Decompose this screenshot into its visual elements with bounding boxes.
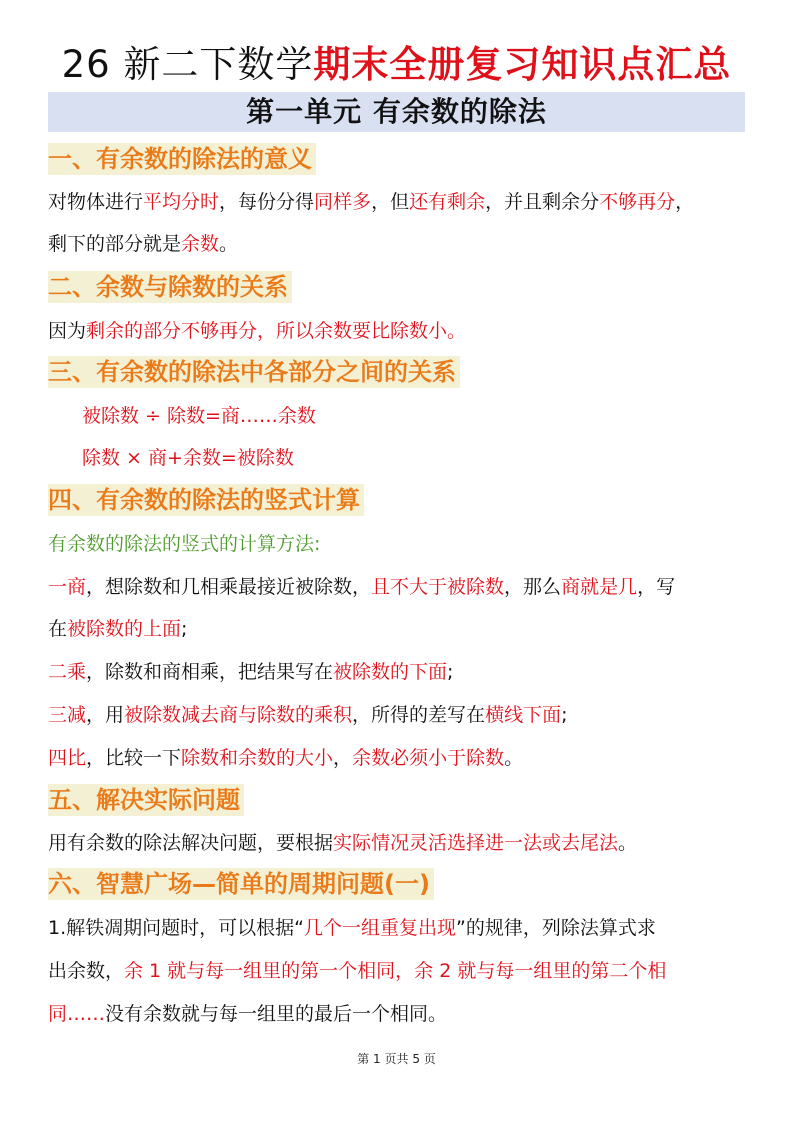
highlight: 实际情况灵活选择进一法或去尾法 xyxy=(333,832,619,854)
text: 因为 xyxy=(48,320,87,342)
highlight: 商就是几 xyxy=(561,576,638,598)
unit-banner: 第一单元 有余数的除法 xyxy=(48,92,745,132)
text: 1.解铁凋期问题时，可以根据“ xyxy=(48,917,304,939)
page-footer: 第 1 页共 5 页 xyxy=(357,1052,436,1066)
highlight: 余数必须小于除数 xyxy=(352,747,505,769)
text: ，写 xyxy=(637,576,676,598)
highlight: 余数 xyxy=(181,233,220,255)
section-2-line-1 xyxy=(48,310,748,352)
highlight: 还有剩余 xyxy=(409,191,486,213)
highlight: 被除数的上面 xyxy=(67,618,182,640)
text: ， xyxy=(333,747,353,769)
text: ，比较一下 xyxy=(86,747,182,769)
text: 剩下的部分就是 xyxy=(48,233,182,255)
highlight: 。 xyxy=(447,320,467,342)
highlight: 横线下面 xyxy=(485,704,562,726)
highlight: 除数和余数的大小 xyxy=(181,747,334,769)
highlight: 同…… xyxy=(48,1003,106,1025)
text: ; xyxy=(447,661,454,683)
highlight: 三减 xyxy=(48,704,87,726)
text: ，用 xyxy=(86,704,125,726)
text: 出余数， xyxy=(48,960,125,982)
highlight: 二乘 xyxy=(48,661,87,683)
text: 。 xyxy=(504,747,524,769)
text: ，除数和商相乘，把结果写在 xyxy=(86,661,334,683)
highlight: 平均分时 xyxy=(143,191,220,213)
highlight: 同样多 xyxy=(314,191,372,213)
text: ， xyxy=(675,191,695,213)
section-heading-4: 四、有余数的除法的竖式计算 xyxy=(48,484,364,516)
section-heading-5: 五、解决实际问题 xyxy=(48,784,244,816)
section-heading-3: 三、有余数的除法中各部分之间的关系 xyxy=(48,356,460,388)
text: 。 xyxy=(219,233,239,255)
text: ，所得的差写在 xyxy=(352,704,486,726)
highlight: 不够再分 xyxy=(599,191,676,213)
formula-1: 被除数 ÷ 除数=商……余数 xyxy=(82,405,316,427)
text: ; xyxy=(181,618,188,640)
text: ，但 xyxy=(371,191,410,213)
step-bi xyxy=(48,737,748,779)
text: 。 xyxy=(618,832,638,854)
text: ，想除数和几相乘最接近被除数， xyxy=(86,576,372,598)
step-jian xyxy=(48,694,748,736)
highlight: 一商 xyxy=(48,576,87,598)
section-6-line-1 xyxy=(48,907,748,949)
section-4-intro: 有余数的除法的竖式的计算方法: xyxy=(48,533,321,555)
text: ，并且剩余分 xyxy=(485,191,600,213)
text: 没有余数就与每一组里的最后一个相同。 xyxy=(105,1003,448,1025)
section-heading-2: 二、余数与除数的关系 xyxy=(48,271,292,303)
step-shang-line-1 xyxy=(48,566,748,608)
section-1-line-2 xyxy=(48,223,748,265)
highlight: 被除数的下面 xyxy=(333,661,448,683)
step-shang-line-2 xyxy=(48,608,748,650)
text: ，每份分得 xyxy=(219,191,315,213)
step-cheng xyxy=(48,651,748,693)
section-5-line-1 xyxy=(48,822,748,864)
text: 在 xyxy=(48,618,68,640)
highlight: 四比 xyxy=(48,747,87,769)
text: ; xyxy=(561,704,568,726)
text: 用有余数的除法解决问题，要根据 xyxy=(48,832,334,854)
section-1-line-1 xyxy=(48,181,748,223)
highlight: 且不大于被除数 xyxy=(371,576,505,598)
page-title xyxy=(0,40,793,90)
highlight: 几个一组重复出现 xyxy=(303,917,456,939)
title-grade: 26 新二下数学 xyxy=(61,43,314,86)
section-heading-1: 一、有余数的除法的意义 xyxy=(48,143,316,175)
section-6-line-2 xyxy=(48,950,748,992)
highlight: 剩余的部分不够再分，所以余数要比除数小 xyxy=(86,320,448,342)
section-heading-6: 六、智慧广场—简单的周期问题(一) xyxy=(48,868,434,900)
title-topic: 期末全册复习知识点汇总 xyxy=(313,43,732,86)
highlight: 余 1 就与每一组里的第一个相同，余 2 就与每一组里的第二个相 xyxy=(124,960,667,982)
formula-2: 除数 × 商+余数=被除数 xyxy=(82,447,294,469)
text: ，那么 xyxy=(504,576,562,598)
highlight: 被除数减去商与除数的乘积 xyxy=(124,704,353,726)
text: 对物体进行 xyxy=(48,191,144,213)
section-6-line-3 xyxy=(48,993,748,1035)
text: ”的规律，列除法算式求 xyxy=(456,917,656,939)
